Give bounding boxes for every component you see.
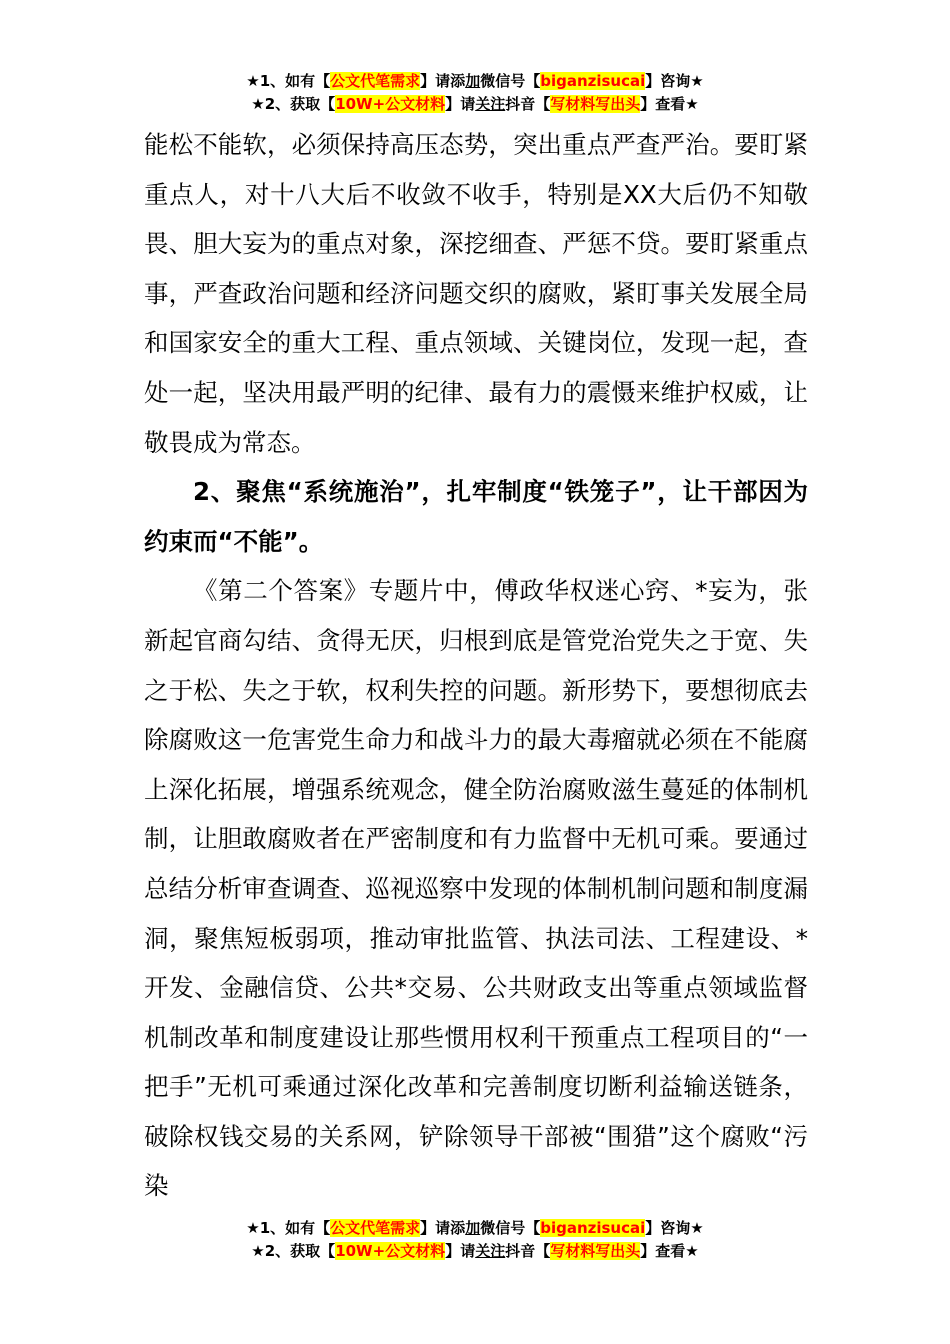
highlight-service: 公文代笔需求 <box>330 1219 421 1237</box>
body-paragraph: 能松不能软，必须保持高压态势，突出重点严查严治。要盯紧重点人，对十八大后不收敛不收手，特别是XX大后仍不知敬畏、胆大妄为的重点对象，深挖细查、严惩不贷。要盯紧重点事，严查政治问题和经济问题交织的腐败，紧盯事关发展全局和国家安全的重大工程、重点领域、关键岗位，发现一起，查处一起，坚决用最严明的纪律、最有力的震慑来维护权威，让敬畏成为常态。 <box>144 130 808 457</box>
highlight-douyin-account: 写材料写出头 <box>550 95 641 113</box>
highlight-materials: 10W+公文材料 <box>335 1242 446 1260</box>
highlight-materials: 10W+公文材料 <box>335 95 446 113</box>
banner-line-2: ★2、获取【10W+公文材料】请关注抖音【写材料写出头】查看★ <box>251 1242 699 1260</box>
document-body <box>144 120 808 1211</box>
section-heading: 2、聚焦“系统施治”，扎牢制度“铁笼子”，让干部因为约束而“不能”。 <box>144 477 808 556</box>
body-paragraph: 《第二个答案》专题片中，傅政华权迷心窍、*妄为，张新起官商勾结、贪得无厌，归根到底是管党治党失之于宽、失之于松、失之于软，权利失控的问题。新形势下，要想彻底去除腐败这一危害党生命力和战斗力的最大毒瘤就必须在不能腐上深化拓展，增强系统观念，健全防治腐败滋生蔓延的体制机制，让胆敢腐败者在严密制度和有力监督中无机可乘。要通过总结分析审查调查、巡视巡察中发现的体制机制问题和制度漏洞，聚焦短板弱项，推动审批监管、执法司法、工程建设、*开发、金融信贷、公共*交易、公共财政支出等重点领域监督机制改革和制度建设让那些惯用权利干预重点工程项目的“一把手”无机可乘通过深化改革和完善制度切断利益输送链条，破除权钱交易的关系网，铲除领导干部被“围猎”这个腐败“污染 <box>144 576 808 1201</box>
banner-line-1: ★1、如有【公文代笔需求】请添加微信号【biganzisucai】咨询★ <box>246 1219 704 1237</box>
banner-line-1: ★1、如有【公文代笔需求】请添加微信号【biganzisucai】咨询★ <box>246 72 704 90</box>
highlight-wechat-id: biganzisucai <box>540 1219 646 1237</box>
footer-banner <box>0 1217 950 1263</box>
banner-line-2: ★2、获取【10W+公文材料】请关注抖音【写材料写出头】查看★ <box>251 95 699 113</box>
highlight-service: 公文代笔需求 <box>330 72 421 90</box>
highlight-douyin-account: 写材料写出头 <box>550 1242 641 1260</box>
highlight-wechat-id: biganzisucai <box>540 72 646 90</box>
header-banner <box>0 70 950 116</box>
